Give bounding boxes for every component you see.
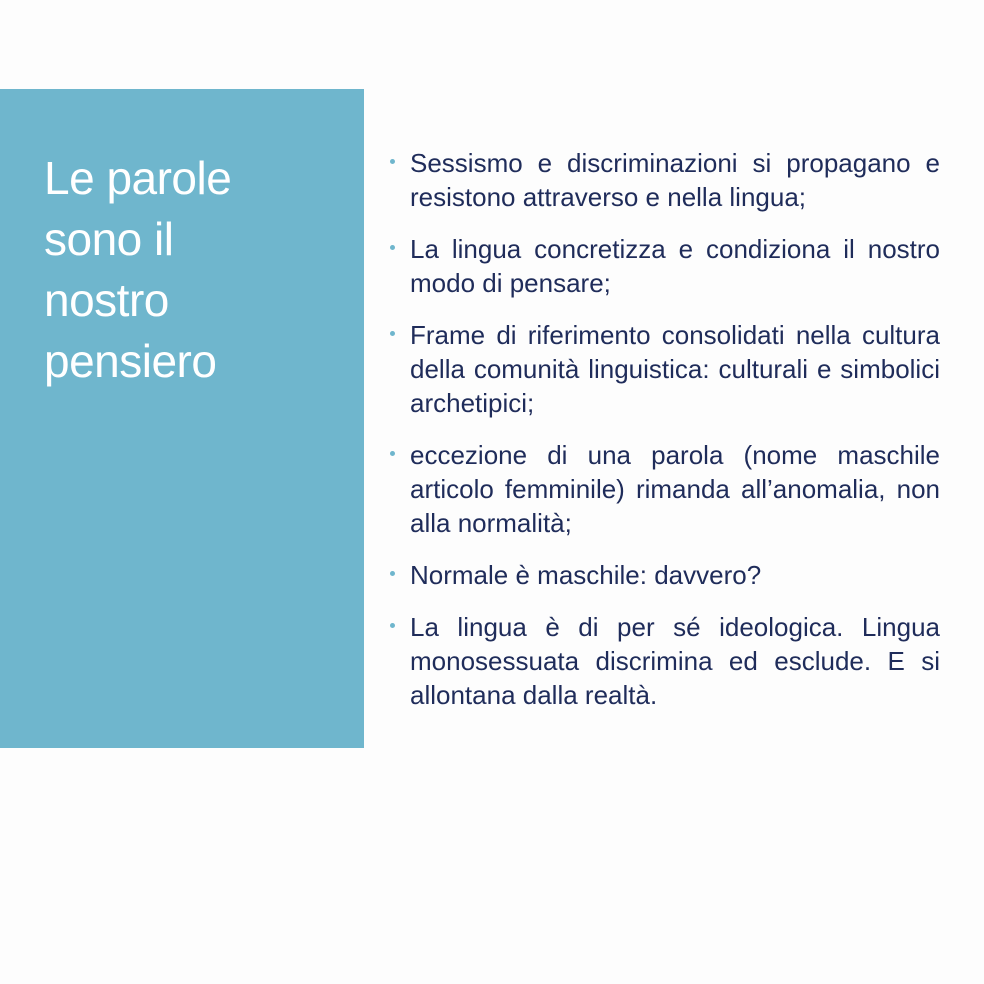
title-line-3: nostro — [44, 274, 169, 326]
bullet-item — [388, 232, 940, 300]
bullet-text: eccezione di una parola (nome maschile articolo femminile) rimanda all’anomalia, non alla normalità; — [410, 440, 940, 538]
dot-bullet-icon — [390, 159, 395, 164]
bullet-text: La lingua concretizza e condiziona il nostro modo di pensare; — [410, 234, 940, 298]
title-line-2: sono il — [44, 213, 174, 265]
bullet-text: Normale è maschile: davvero? — [410, 560, 762, 590]
bullet-item — [388, 610, 940, 712]
bullet-item — [388, 438, 940, 540]
dot-bullet-icon — [390, 331, 395, 336]
dot-bullet-icon — [390, 451, 395, 456]
bullet-text: Frame di riferimento consolidati nella cultura della comunità linguistica: culturali e simbolici archetipici; — [410, 320, 940, 418]
dot-bullet-icon — [390, 571, 395, 576]
title-line-4: pensiero — [44, 335, 217, 387]
slide-title — [44, 148, 344, 392]
bullet-item — [388, 146, 940, 214]
bullet-text: Sessismo e discriminazioni si propagano e resistono attraverso e nella lingua; — [410, 148, 940, 212]
dot-bullet-icon — [390, 245, 395, 250]
bullet-item — [388, 558, 940, 592]
dot-bullet-icon — [390, 623, 395, 628]
bullet-text: La lingua è di per sé ideologica. Lingua monosessuata discrimina ed esclude. E si allontana dalla realtà. — [410, 612, 940, 710]
bullet-list — [388, 146, 940, 730]
title-line-1: Le parole — [44, 152, 232, 204]
bullet-item — [388, 318, 940, 420]
